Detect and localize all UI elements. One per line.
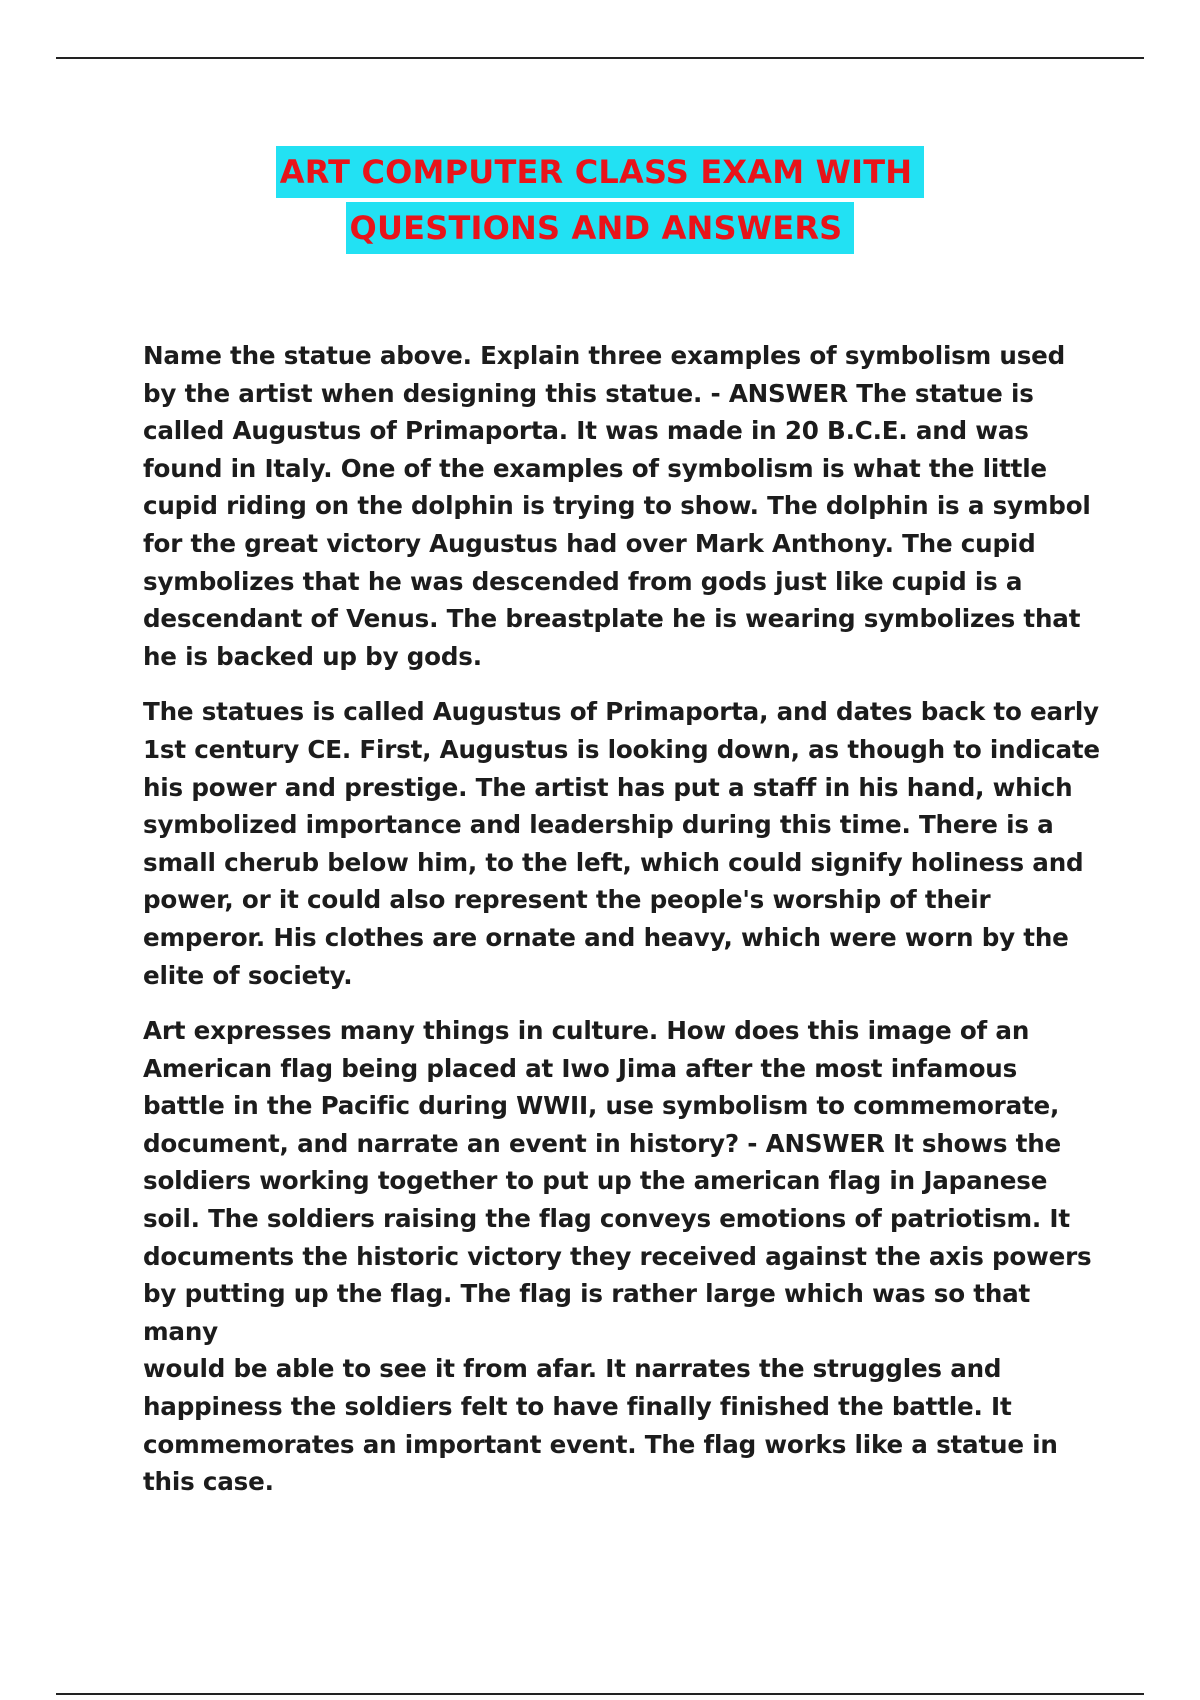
text-line: Art expresses many things in culture. How does this image of an [143, 1016, 1030, 1046]
document-body [143, 337, 1103, 1519]
top-rule [56, 57, 1144, 59]
text-line: symbolizes that he was descended from gods just like cupid is a [143, 566, 1023, 596]
title-line-1: ART COMPUTER CLASS EXAM WITH [276, 146, 925, 198]
paragraph-iwo-jima [143, 1012, 1103, 1501]
text-line: elite of society. [143, 960, 353, 990]
text-line: for the great victory Augustus had over Mark Anthony. The cupid [143, 528, 1036, 558]
text-line: would be able to see it from afar. It narrates the struggles and [143, 1354, 1002, 1384]
text-line: American flag being placed at Iwo Jima after the most infamous [143, 1053, 1018, 1083]
text-line: soil. The soldiers raising the flag conveys emotions of patriotism. It [143, 1204, 1070, 1234]
text-line: documents the historic victory they received against the axis powers [143, 1241, 1092, 1271]
text-line: by the artist when designing this statue. - ANSWER The statue is [143, 378, 1034, 408]
text-line: by putting up the flag. The flag is rather large which was so that many [143, 1279, 1031, 1346]
paragraph-augustus-question [143, 337, 1103, 675]
text-line: this case. [143, 1467, 274, 1497]
text-line: descendant of Venus. The breastplate he is wearing symbolizes that [143, 604, 1081, 634]
paragraph-augustus-answer [143, 693, 1103, 994]
text-line: symbolized importance and leadership during this time. There is a [143, 810, 1054, 840]
text-line: battle in the Pacific during WWII, use symbolism to commemorate, [143, 1091, 1060, 1121]
bottom-rule [56, 1693, 1144, 1695]
text-line: he is backed up by gods. [143, 641, 482, 671]
text-line: his power and prestige. The artist has put a staff in his hand, which [143, 772, 1073, 802]
text-line: document, and narrate an event in history? - ANSWER It shows the [143, 1128, 1062, 1158]
text-line: emperor. His clothes are ornate and heavy, which were worn by the [143, 922, 1069, 952]
text-line: The statues is called Augustus of Primaporta, and dates back to early [143, 697, 1099, 727]
text-line: called Augustus of Primaporta. It was made in 20 B.C.E. and was [143, 416, 1029, 446]
text-line: Name the statue above. Explain three examples of symbolism used [143, 341, 1066, 370]
text-line: cupid riding on the dolphin is trying to show. The dolphin is a symbol [143, 491, 1091, 521]
title-line-2: QUESTIONS AND ANSWERS [346, 202, 855, 254]
text-line: commemorates an important event. The flag works like a statue in [143, 1429, 1058, 1459]
text-line: soldiers working together to put up the american flag in Japanese [143, 1166, 1048, 1196]
text-line: found in Italy. One of the examples of symbolism is what the little [143, 453, 1047, 483]
text-line: 1st century CE. First, Augustus is looking down, as though to indicate [143, 734, 1100, 764]
text-line: small cherub below him, to the left, which could signify holiness and [143, 847, 1084, 877]
text-line: power, or it could also represent the people's worship of their [143, 885, 991, 915]
text-line: happiness the soldiers felt to have finally finished the battle. It [143, 1392, 1012, 1422]
document-title [0, 146, 1200, 254]
